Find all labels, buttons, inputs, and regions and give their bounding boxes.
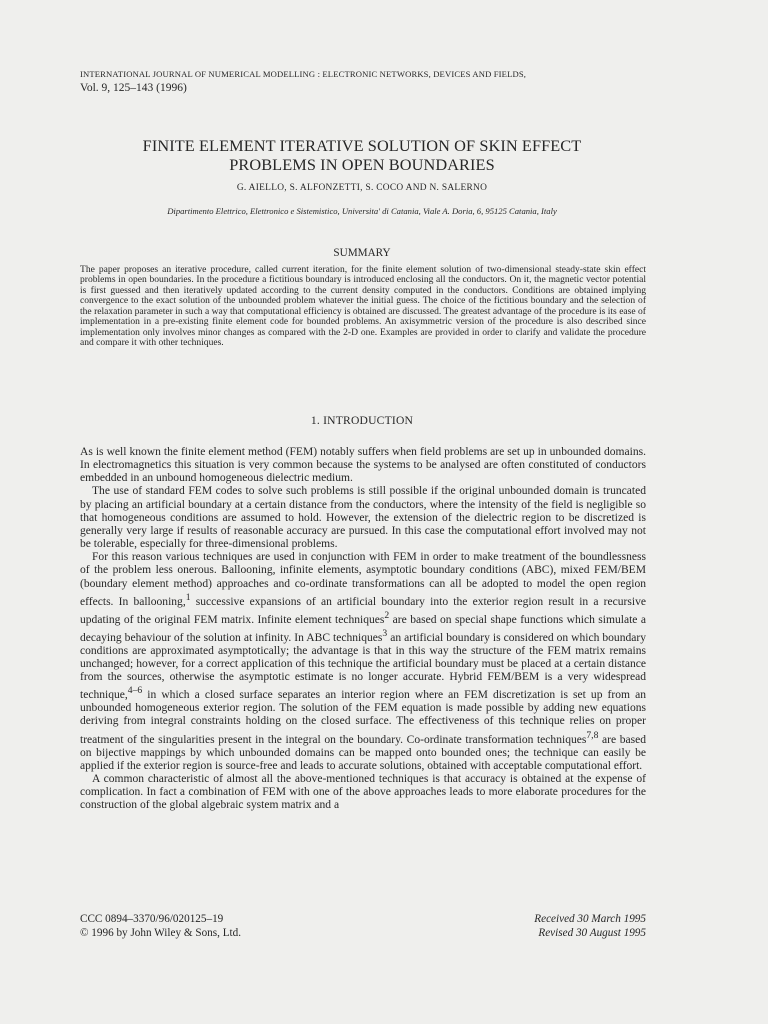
citation-ref: 4–6 xyxy=(127,685,143,697)
paragraph-text: are based on special shape functions which simulate a decaying behaviour of the solution at infinity. In ABC techniques xyxy=(80,613,647,644)
revised-date: Revised 30 August 1995 xyxy=(538,927,646,939)
journal-name: INTERNATIONAL JOURNAL OF NUMERICAL MODELLING : ELECTRONIC NETWORKS, DEVICES AND FIELDS, xyxy=(80,69,527,79)
copyright: © 1996 by John Wiley & Sons, Ltd. xyxy=(80,927,242,939)
title-line-2: PROBLEMS IN OPEN BOUNDARIES xyxy=(229,155,495,174)
intro-paragraph-2: The use of standard FEM codes to solve such problems is still possible if the original unbounded domain is truncated by placing an artificial boundary at a certain distance from the conductors, where the intensity of the field is negligible so that homogeneous conditions are assumed to hold. However, the extension of the dielectric region to be discretized is generally very large if results of reasonable accuracy are pursued. In this case the computational effort involved may not be tolerable, especially for three-dimensional problems. xyxy=(80,485,646,551)
citation-ref: 7,8 xyxy=(586,729,599,741)
paragraph-text: in which a closed surface separates an interior region where an FEM discretization is set up from an unbounded homogeneous exterior region. The solution of the FEM equation is made possible by adding new equations deriving from integral constraints holding on the closed surface. The effectiveness of this technique relies on proper treatment of the singularities present in the integral on the boundary. Co-ordinate transformation techniques xyxy=(80,689,646,746)
introduction-body xyxy=(80,446,646,812)
ccc-code: CCC 0894–3370/96/020125–19 xyxy=(80,913,224,925)
intro-paragraph-1: As is well known the finite element method (FEM) notably suffers when field problems are set up in unbounded domains. In electromagnetics this situation is very common because the systems to be analysed are often constituted of conductors embedded in an unbound homogeneous dielectric medium. xyxy=(80,446,646,485)
received-date: Received 30 March 1995 xyxy=(534,913,646,925)
footer-left xyxy=(80,912,241,940)
affiliation: Dipartimento Elettrico, Elettronico e Sistemistico, Universita' di Catania, Viale A. Doria, 6, 95125 Catania, Italy xyxy=(167,206,557,216)
intro-paragraph-4: A common characteristic of almost all the above-mentioned techniques is that accuracy is obtained at the expense of complication. In fact a combination of FEM with one of the above approaches leads to more elaborate procedures for the construction of the global algebraic system matrix and a xyxy=(80,772,646,812)
paragraph-text: successive expansions of an artificial boundary into the exterior region result in a recursive updating of the original FEM matrix. Infinite element techniques xyxy=(80,595,646,626)
paper-title xyxy=(60,136,664,174)
summary-heading: SUMMARY xyxy=(333,247,391,259)
citation-ref: 2 xyxy=(384,609,390,621)
citation-ref: 3 xyxy=(382,627,388,639)
paragraph-text: are based on bijective mappings by which unbounded domains can be mapped onto bounded ones; the technique can easily be applied if the exterior region is source-free and leads to accurate solutions, obtained with acceptable computational effort. xyxy=(80,733,646,772)
footer-right xyxy=(534,912,646,940)
paragraph-text: an artificial boundary is considered on which boundary conditions are approximated asymptotically; the advantage is that in this way the structure of the FEM matrix remains unchanged; however, for a correct application of this technique the artificial boundary must be placed at a certain distance from the sources, otherwise the asymptotic estimate is no longer accurate. Hybrid FEM/BEM is a very widespread technique, xyxy=(80,631,646,702)
citation-ref: 1 xyxy=(185,591,191,603)
paragraph-text: For this reason various techniques are used in conjunction with FEM in order to make treatment of the boundlessness of the problem less onerous. Ballooning, infinite elements, asymptotic boundary conditions (ABC), mixed FEM/BEM (boundary element method) approaches and co-ordinate transformations can all be adopted to model the open region effects. In ballooning, xyxy=(80,551,646,608)
intro-paragraph-3 xyxy=(80,551,646,773)
summary-text: The paper proposes an iterative procedure, called current iteration, for the finite element solution of two-dimensional steady-state skin effect problems in open boundaries. In the procedure a fictitious boundary is introduced enclosing all the conductors. On it, the magnetic vector potential is first guessed and then iteratively updated according to the current density computed in the conductors. Conditions are obtained implying convergence to the exact solution of the unbounded problem whatever the initial guess. The choice of the fictitious boundary and the selection of the relaxation parameter in such a way that computational efficiency is obtained are discussed. The greatest advantage of the procedure is its ease of implementation in a pre-existing finite element code for bounded problems. An axisymmetric version of the procedure is also described since implementation only involves minor changes as compared with the 2-D one. Examples are provided in order to clarify and validate the procedure and compare it with other techniques. xyxy=(80,264,646,349)
introduction-heading: 1. INTRODUCTION xyxy=(310,414,414,427)
title-line-1: FINITE ELEMENT ITERATIVE SOLUTION OF SKIN EFFECT xyxy=(142,136,582,155)
authors: G. AIELLO, S. ALFONZETTI, S. COCO AND N. SALERNO xyxy=(236,183,488,193)
volume-info: Vol. 9, 125–143 (1996) xyxy=(80,82,187,94)
